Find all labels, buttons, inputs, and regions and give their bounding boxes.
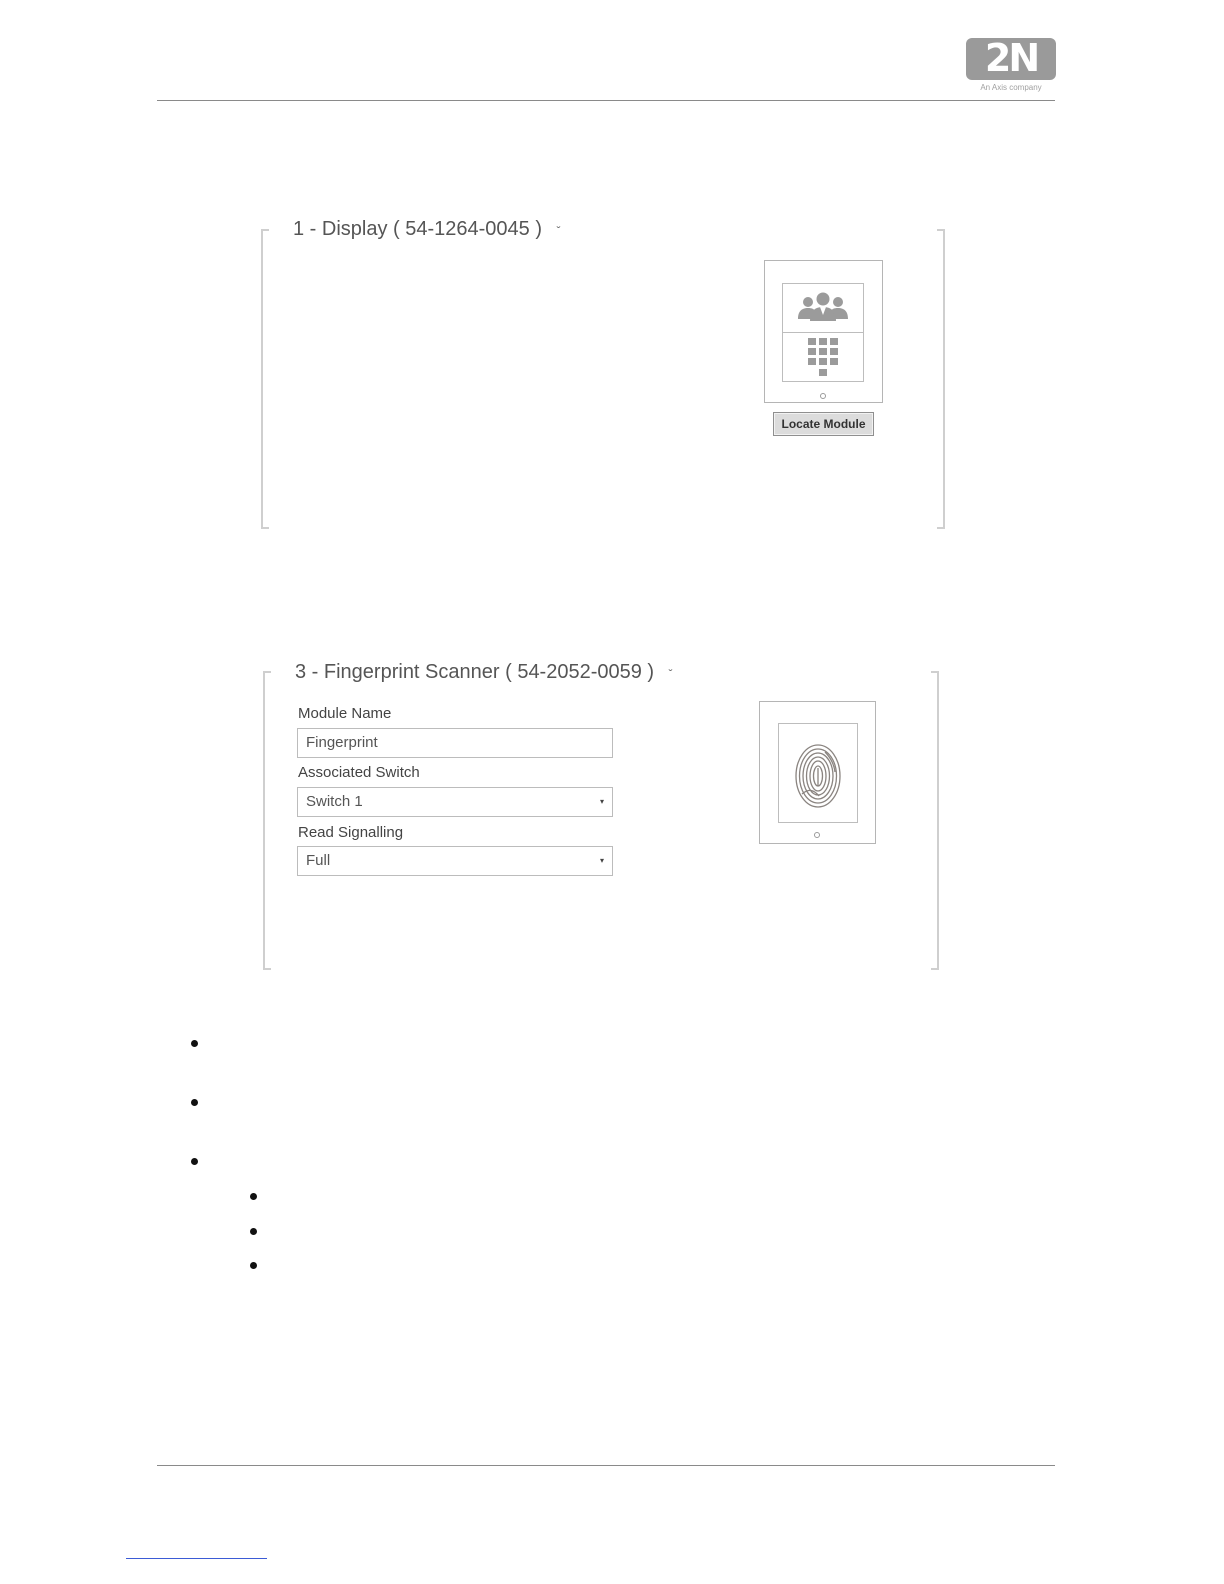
list-bullet: [191, 1158, 198, 1165]
status-led: [820, 393, 826, 399]
fingerprint-icon: [779, 724, 857, 822]
read-signalling-select[interactable]: [297, 846, 613, 876]
chevron-down-icon[interactable]: ˇ: [556, 224, 561, 238]
keypad-icon: [783, 333, 863, 381]
fingerprint-panel-left-bracket: [263, 671, 271, 970]
read-signalling-label: Read Signalling: [298, 824, 404, 841]
fingerprint-panel-header[interactable]: [295, 661, 673, 684]
display-keypad-area: [782, 332, 864, 382]
associated-switch-select[interactable]: [297, 787, 613, 817]
display-panel-right-bracket: [937, 229, 945, 529]
sub-list-bullet: [250, 1262, 257, 1269]
users-icon: [783, 284, 863, 332]
footer-link-underline[interactable]: [126, 1558, 267, 1559]
footer-divider: [157, 1465, 1055, 1466]
header-divider: [157, 100, 1055, 101]
select-caret-icon: ▾: [599, 856, 604, 865]
status-led: [814, 832, 820, 838]
fingerprint-sensor-area: [778, 723, 858, 823]
sub-list-bullet: [250, 1228, 257, 1235]
display-screen-top: [782, 283, 864, 333]
associated-switch-label: Associated Switch: [298, 764, 420, 781]
read-signalling-value: Full: [306, 852, 331, 869]
fingerprint-panel-right-bracket: [931, 671, 939, 970]
fingerprint-module-title[interactable]: 3 - Fingerprint Scanner ( 54-2052-0059 ): [295, 661, 655, 683]
list-bullet: [191, 1040, 198, 1047]
display-module-title[interactable]: 1 - Display ( 54-1264-0045 ): [293, 218, 543, 240]
sub-list-bullet: [250, 1193, 257, 1200]
brand-tagline: An Axis company: [980, 83, 1042, 92]
list-bullet: [191, 1099, 198, 1106]
module-name-label: Module Name: [298, 705, 392, 722]
select-caret-icon: ▾: [599, 797, 604, 806]
display-panel-header[interactable]: [293, 218, 560, 241]
module-name-field[interactable]: [297, 728, 613, 758]
display-panel-left-bracket: [261, 229, 269, 529]
module-name-input[interactable]: [306, 730, 604, 756]
brand-logo: 2N: [984, 36, 1038, 80]
locate-module-button[interactable]: Locate Module: [773, 412, 874, 436]
associated-switch-value: Switch 1: [306, 793, 363, 810]
chevron-down-icon[interactable]: ˇ: [668, 667, 673, 681]
